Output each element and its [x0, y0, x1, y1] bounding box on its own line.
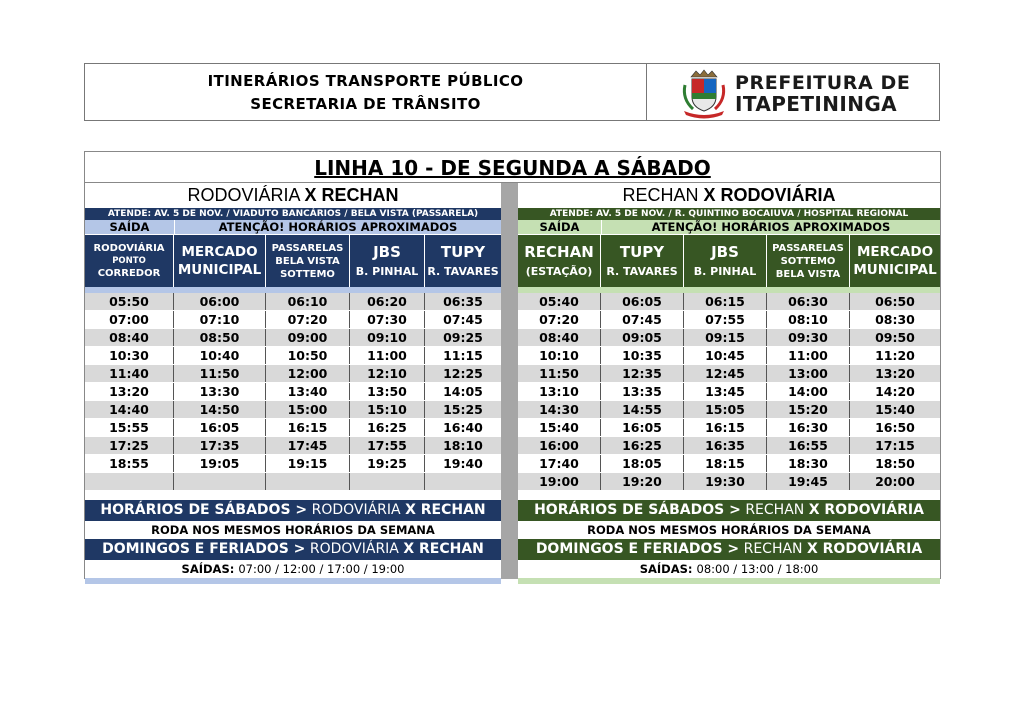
time-cell: 08:40 [85, 329, 174, 346]
time-cell: 10:40 [174, 347, 266, 364]
table-row [85, 293, 501, 311]
time-cell: 10:45 [684, 347, 767, 364]
time-cell: 18:55 [85, 455, 174, 472]
time-cell: 12:10 [350, 365, 425, 382]
table-row [85, 455, 501, 473]
time-cell: 18:30 [767, 455, 850, 472]
time-cell: 19:30 [684, 473, 767, 490]
time-cell: 15:20 [767, 401, 850, 418]
time-cell: 16:15 [266, 419, 350, 436]
time-cell: 07:20 [518, 311, 601, 328]
time-cell: 17:40 [518, 455, 601, 472]
bar-route-a: RECHAN [745, 502, 805, 518]
time-cell: 15:00 [266, 401, 350, 418]
time-cell: 14:30 [518, 401, 601, 418]
table-row [518, 473, 940, 491]
time-cell: 06:35 [443, 294, 483, 309]
time-cell: 15:40 [518, 419, 601, 436]
time-cell [174, 473, 266, 490]
time-cell: 09:30 [767, 329, 850, 346]
time-cell: 07:20 [266, 311, 350, 328]
col-header-text: R. TAVARES [427, 264, 499, 278]
table-row [85, 401, 501, 419]
bar-route-b: X RECHAN [405, 502, 486, 518]
time-cell: 13:10 [518, 383, 601, 400]
prefeitura-line2: ITAPETININGA [735, 92, 898, 116]
time-cell [350, 473, 425, 490]
table-row [85, 311, 501, 329]
time-cell: 19:45 [767, 473, 850, 490]
time-cell: 15:05 [684, 401, 767, 418]
sunday-departures [518, 560, 940, 578]
column-headers [85, 234, 501, 287]
notice-row [85, 220, 501, 234]
time-cell: 13:20 [875, 366, 915, 381]
col-header-text: JBS [373, 242, 401, 261]
bar-route-b: X RECHAN [403, 541, 484, 557]
table-row [518, 347, 940, 365]
route-from: RODOVIÁRIA [187, 185, 300, 205]
time-cell: 19:25 [350, 455, 425, 472]
header-title-line2: SECRETARIA DE TRÂNSITO [250, 95, 481, 113]
saturday-bar [518, 500, 940, 521]
time-cell: 18:50 [875, 456, 915, 471]
time-cell: 12:25 [443, 366, 483, 381]
col-header-jbs [684, 235, 767, 287]
panel-divider [501, 183, 518, 579]
route-title [85, 183, 501, 208]
time-cell: 17:15 [875, 438, 915, 453]
bar-prefix: DOMINGOS E FERIADOS > [535, 541, 740, 557]
table-row [85, 473, 501, 491]
col-header-text: MERCADO [856, 244, 934, 260]
col-header-tupy [425, 235, 501, 287]
prefeitura-line1: PREFEITURA DE [735, 72, 911, 94]
sunday-bar [85, 539, 501, 560]
schedule-box [84, 151, 941, 579]
col-header-text: RODOVIÁRIA [93, 243, 165, 254]
time-cell: 14:20 [875, 384, 915, 399]
time-cell: 10:35 [601, 347, 684, 364]
time-cell [425, 473, 501, 490]
table-row [518, 455, 940, 473]
time-cell: 06:15 [684, 293, 767, 310]
time-cell [266, 473, 350, 490]
table-row [518, 383, 940, 401]
table-row [518, 293, 940, 311]
table-row [85, 419, 501, 437]
time-cell: 06:10 [266, 293, 350, 310]
time-cell: 07:45 [601, 311, 684, 328]
time-cell: 05:50 [85, 293, 174, 310]
attend-stops: ATENDE: AV. 5 DE NOV. / R. QUINTINO BOCAIUVA / HOSPITAL REGIONAL [518, 208, 940, 220]
bar-route-a: RECHAN [743, 541, 803, 557]
col-header-text: BELA VISTA [775, 268, 841, 280]
time-cell: 10:30 [85, 347, 174, 364]
time-cell: 14:00 [767, 383, 850, 400]
table-row-spacer [518, 491, 940, 500]
time-cell: 13:50 [350, 383, 425, 400]
time-cell: 15:40 [875, 402, 915, 417]
time-cell: 11:50 [174, 365, 266, 382]
time-cell: 09:25 [443, 330, 483, 345]
time-cell: 11:00 [350, 347, 425, 364]
departures-times: 07:00 / 12:00 / 17:00 / 19:00 [238, 562, 405, 576]
route-to: X RODOVIÁRIA [703, 185, 836, 205]
time-cell: 18:05 [601, 455, 684, 472]
table-row [518, 365, 940, 383]
table-row [518, 419, 940, 437]
time-cell: 17:45 [266, 437, 350, 454]
time-cell: 12:45 [684, 365, 767, 382]
panel-rodoviaria-rechan [85, 183, 501, 579]
table-row [85, 329, 501, 347]
time-cell: 16:25 [350, 419, 425, 436]
time-cell: 10:10 [518, 347, 601, 364]
route-to: X RECHAN [304, 185, 399, 205]
time-cell: 16:35 [684, 437, 767, 454]
time-cell: 13:00 [767, 365, 850, 382]
time-cell: 17:55 [350, 437, 425, 454]
city-coat-of-arms-icon [679, 67, 729, 119]
col-header-mercado [850, 235, 940, 287]
time-cell: 16:00 [518, 437, 601, 454]
document-header [84, 63, 940, 121]
time-cell: 06:30 [767, 293, 850, 310]
col-header-text: BELA VISTA [275, 255, 340, 267]
bar-route-b: X RODOVIÁRIA [806, 541, 923, 557]
time-cell: 05:40 [518, 293, 601, 310]
col-header-rodoviaria [85, 235, 174, 287]
time-cell: 16:25 [601, 437, 684, 454]
time-cell: 13:45 [684, 383, 767, 400]
bar-prefix: HORÁRIOS DE SÁBADOS > [100, 502, 308, 518]
attend-stops: ATENDE: AV. 5 DE NOV. / VIADUTO BANCÁRIOS / BELA VISTA (PASSARELA) [85, 208, 501, 220]
route-title [518, 183, 940, 208]
time-cell: 15:55 [85, 419, 174, 436]
bar-prefix: DOMINGOS E FERIADOS > [102, 541, 306, 557]
schedule-rows [518, 293, 940, 500]
time-cell: 06:05 [601, 293, 684, 310]
bar-prefix: HORÁRIOS DE SÁBADOS > [534, 502, 741, 518]
time-cell: 09:00 [266, 329, 350, 346]
time-cell: 14:40 [85, 401, 174, 418]
col-header-text: B. PINHAL [693, 264, 757, 278]
col-header-text: SOTTEMO [780, 255, 836, 267]
time-cell: 15:10 [350, 401, 425, 418]
table-row [518, 437, 940, 455]
time-cell: 17:25 [85, 437, 174, 454]
col-header-text: JBS [711, 242, 739, 261]
saturday-note: RODA NOS MESMOS HORÁRIOS DA SEMANA [518, 521, 940, 539]
table-row [518, 329, 940, 347]
panel-rechan-rodoviaria [518, 183, 940, 579]
attention-label: ATENÇÃO! HORÁRIOS APROXIMADOS [218, 220, 458, 234]
time-cell: 09:15 [684, 329, 767, 346]
col-header-text: CORREDOR [97, 268, 161, 279]
col-header-text: PASSARELAS [772, 242, 844, 254]
time-cell: 07:55 [684, 311, 767, 328]
header-title-line1: ITINERÁRIOS TRANSPORTE PÚBLICO [207, 72, 524, 90]
time-cell: 12:35 [601, 365, 684, 382]
time-cell: 06:50 [875, 294, 915, 309]
table-row [85, 365, 501, 383]
saida-label: SAÍDA [518, 220, 602, 234]
col-header-mercado [174, 235, 266, 287]
time-cell: 16:55 [767, 437, 850, 454]
time-cell: 14:50 [174, 401, 266, 418]
bar-route-b: X RODOVIÁRIA [808, 502, 924, 518]
time-cell: 07:45 [443, 312, 483, 327]
table-row [85, 347, 501, 365]
time-cell: 12:00 [266, 365, 350, 382]
time-cell: 06:00 [174, 293, 266, 310]
col-header-text: PASSARELAS [271, 242, 344, 254]
time-cell: 11:20 [875, 348, 915, 363]
col-header-passarelas [266, 235, 350, 287]
table-row [518, 401, 940, 419]
departures-label: SAÍDAS: [639, 562, 693, 576]
time-cell: 08:30 [875, 312, 915, 327]
prefeitura-name [735, 73, 910, 115]
time-cell: 19:20 [601, 473, 684, 490]
time-cell: 16:05 [174, 419, 266, 436]
bar-route-a: RODOVIÁRIA [311, 502, 401, 518]
time-cell: 16:15 [684, 419, 767, 436]
time-cell: 08:50 [174, 329, 266, 346]
time-cell: 06:20 [350, 293, 425, 310]
saturday-bar [85, 500, 501, 521]
time-cell: 09:50 [875, 330, 915, 345]
time-cell: 09:10 [350, 329, 425, 346]
notice-row [518, 220, 940, 234]
col-header-text: TUPY [440, 242, 486, 261]
time-cell: 16:40 [443, 420, 483, 435]
header-title-block [85, 64, 647, 120]
time-cell: 14:55 [601, 401, 684, 418]
time-cell [85, 473, 174, 490]
time-cell: 13:40 [266, 383, 350, 400]
route-from: RECHAN [622, 185, 699, 205]
saturday-note: RODA NOS MESMOS HORÁRIOS DA SEMANA [85, 521, 501, 539]
line-title: LINHA 10 - DE SEGUNDA A SÁBADO [85, 152, 940, 183]
time-cell: 15:25 [443, 402, 483, 417]
time-cell: 08:10 [767, 311, 850, 328]
footer-stripe [85, 578, 501, 584]
footer-stripe [518, 578, 940, 584]
table-row-spacer [85, 491, 501, 500]
time-cell: 10:50 [266, 347, 350, 364]
time-cell: 16:30 [767, 419, 850, 436]
time-cell: 19:15 [266, 455, 350, 472]
col-header-text: MUNICIPAL [177, 262, 262, 278]
table-row [85, 437, 501, 455]
time-cell: 19:05 [174, 455, 266, 472]
time-cell: 13:35 [601, 383, 684, 400]
time-cell: 08:40 [518, 329, 601, 346]
time-cell: 18:15 [684, 455, 767, 472]
time-cell: 11:15 [443, 348, 483, 363]
col-header-text: B. PINHAL [355, 264, 419, 278]
departures-times: 08:00 / 13:00 / 18:00 [696, 562, 819, 576]
sunday-bar [518, 539, 940, 560]
col-header-text: (ESTAÇÃO) [525, 264, 593, 278]
time-cell: 07:10 [174, 311, 266, 328]
departures-label: SAÍDAS: [181, 562, 235, 576]
time-cell: 11:50 [518, 365, 601, 382]
bar-route-a: RODOVIÁRIA [309, 541, 399, 557]
col-header-text: SOTTEMO [280, 268, 335, 280]
attention-label: ATENÇÃO! HORÁRIOS APROXIMADOS [651, 220, 891, 234]
time-cell: 18:10 [443, 438, 483, 453]
time-cell: 17:35 [174, 437, 266, 454]
table-row [518, 311, 940, 329]
time-cell: 07:00 [85, 311, 174, 328]
time-cell: 14:05 [443, 384, 483, 399]
col-header-text: R. TAVARES [606, 264, 678, 278]
col-header-tupy [601, 235, 684, 287]
col-header-jbs [350, 235, 425, 287]
time-cell: 11:40 [85, 365, 174, 382]
time-cell: 11:00 [767, 347, 850, 364]
time-cell: 13:20 [85, 383, 174, 400]
saida-label: SAÍDA [85, 220, 175, 234]
time-cell: 16:05 [601, 419, 684, 436]
sunday-departures [85, 560, 501, 578]
time-cell: 16:50 [875, 420, 915, 435]
time-cell: 19:40 [443, 456, 483, 471]
time-cell: 20:00 [875, 474, 915, 489]
col-header-text: TUPY [619, 242, 665, 261]
col-header-rechan [518, 235, 601, 287]
col-header-text: PONTO [112, 256, 146, 266]
col-header-text: RECHAN [524, 242, 594, 261]
table-row [85, 383, 501, 401]
col-header-text: MUNICIPAL [853, 262, 937, 278]
column-headers [518, 234, 940, 287]
time-cell: 19:00 [518, 473, 601, 490]
time-cell: 09:05 [601, 329, 684, 346]
col-header-passarelas [767, 235, 850, 287]
time-cell: 13:30 [174, 383, 266, 400]
schedule-rows [85, 293, 501, 500]
time-cell: 07:30 [350, 311, 425, 328]
col-header-text: MERCADO [181, 244, 258, 260]
